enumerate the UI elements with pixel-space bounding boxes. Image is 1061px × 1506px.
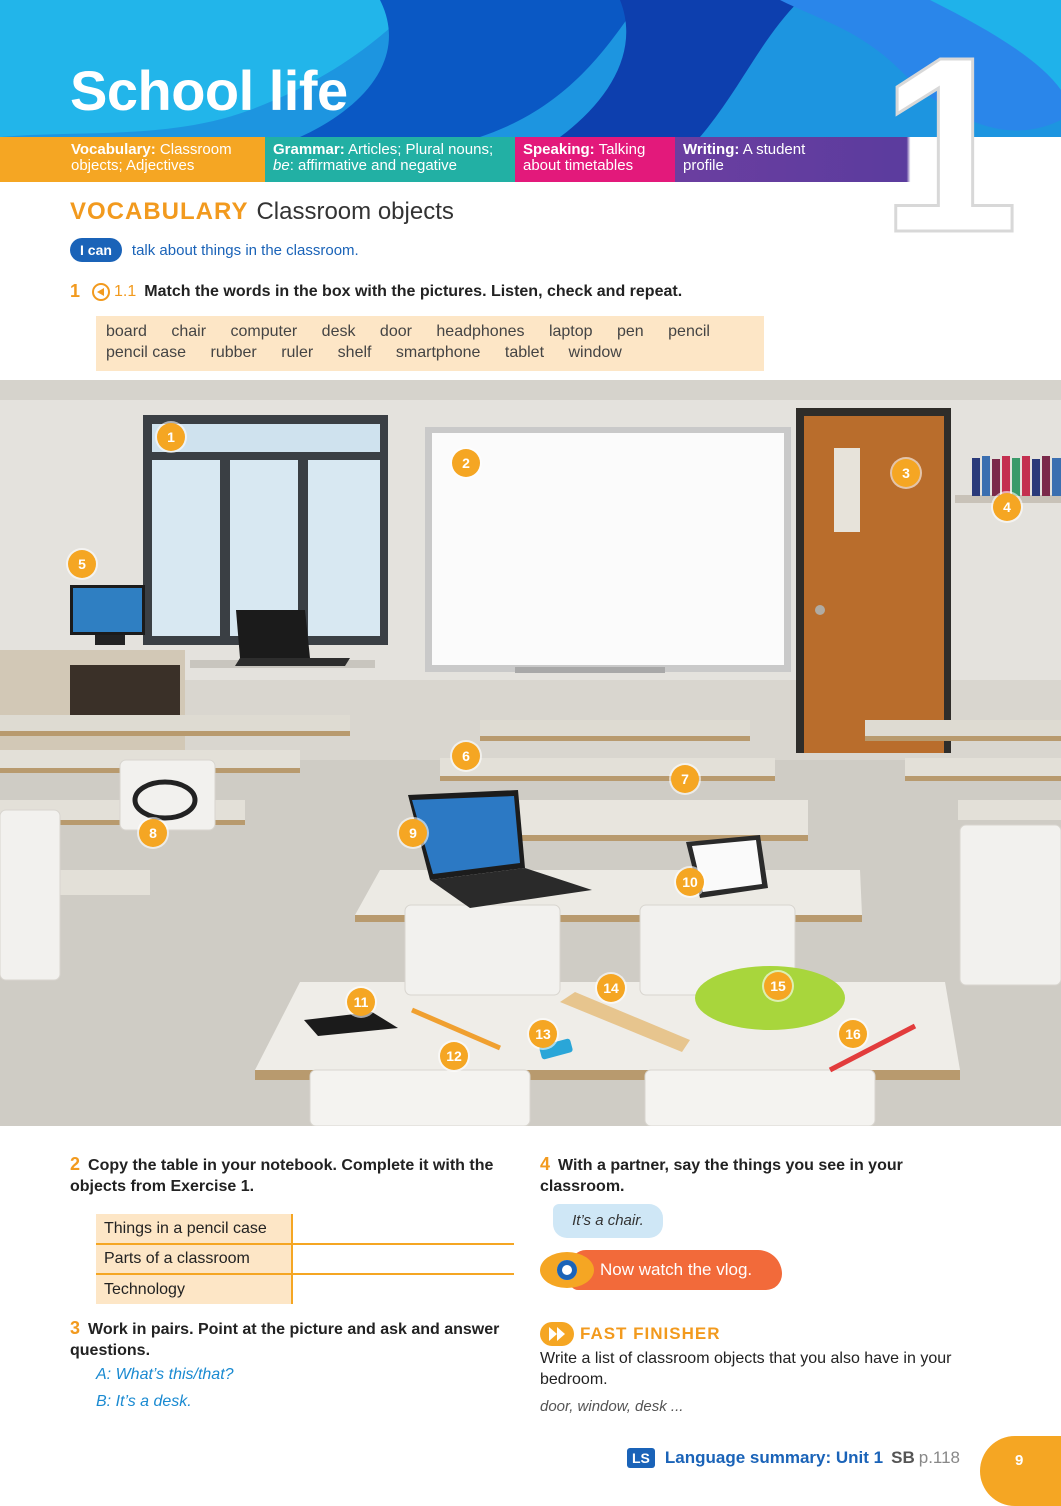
fast-forward-icon	[540, 1322, 574, 1346]
exercise-text: Match the words in the box with the pictures. Listen, check and repeat.	[144, 282, 683, 300]
exercise-text: Work in pairs. Point at the picture and ask and answer questions.	[70, 1321, 500, 1359]
word: desk	[321, 323, 356, 340]
table-answer-cell	[292, 1214, 514, 1244]
page-number: 9	[980, 1436, 1061, 1506]
picture-label-badge: 10	[676, 868, 704, 896]
fast-finisher-heading	[540, 1322, 721, 1346]
picture-label-badge: 14	[597, 974, 625, 1002]
picture-label-badge: 1	[157, 423, 185, 451]
vlog-label: Now watch the vlog.	[600, 1260, 753, 1279]
word: tablet	[504, 344, 545, 361]
section-subtitle: Classroom objects	[256, 198, 454, 225]
table-answer-cell	[292, 1244, 514, 1274]
dialog-line-b: B: It’s a desk.	[96, 1393, 192, 1410]
language-summary-link[interactable]	[627, 1448, 960, 1468]
picture-label-badge: 3	[892, 459, 920, 487]
exercise-3-instruction	[70, 1318, 520, 1361]
picture-label-badge: 9	[399, 819, 427, 847]
topic-label: Grammar:	[273, 141, 345, 158]
language-summary-title: Language summary: Unit 1	[664, 1448, 884, 1467]
learning-objective	[70, 238, 359, 262]
exercise-number: 1	[70, 281, 81, 301]
word: window	[568, 344, 622, 361]
word: rubber	[210, 344, 257, 361]
word: door	[379, 323, 412, 340]
table-row	[96, 1274, 514, 1304]
unit-number: 1	[880, 5, 1020, 284]
word: pen	[617, 323, 644, 340]
topic-text: Articles; Plural nouns;	[348, 141, 494, 158]
topic-vocabulary	[0, 137, 265, 182]
audio-icon[interactable]	[92, 283, 110, 301]
picture-label-badge: 2	[452, 449, 480, 477]
word-row	[106, 342, 754, 363]
ican-badge: I can	[70, 238, 122, 262]
word-box	[96, 316, 764, 371]
picture-label-badge: 11	[347, 988, 375, 1016]
word: smartphone	[395, 344, 481, 361]
word: board	[106, 323, 147, 340]
word: ruler	[281, 344, 314, 361]
topic-speaking	[515, 137, 675, 182]
exercise-1-instruction	[70, 281, 682, 302]
picture-label-badge: 6	[452, 742, 480, 770]
section-title: VOCABULARY	[70, 198, 249, 225]
exercise-number: 4	[540, 1154, 551, 1174]
word: laptop	[548, 323, 593, 340]
table-row-label: Things in a pencil case	[96, 1214, 292, 1244]
speech-bubble: It’s a chair.	[553, 1204, 663, 1238]
topic-label: Vocabulary:	[71, 141, 156, 158]
word: pencil	[668, 323, 710, 340]
picture-label-badge: 7	[671, 765, 699, 793]
exercise-text: Copy the table in your notebook. Complete it with the objects from Exercise 1.	[70, 1157, 494, 1195]
student-book-ref: SB	[891, 1448, 915, 1467]
exercise-text: With a partner, say the things you see in your classroom.	[540, 1157, 903, 1195]
word: pencil case	[106, 344, 187, 361]
table-row	[96, 1244, 514, 1274]
picture-label-badge: 12	[440, 1042, 468, 1070]
picture-label-badge: 5	[68, 550, 96, 578]
page-reference: p.118	[918, 1448, 961, 1467]
picture-label-badge: 13	[529, 1020, 557, 1048]
audio-track-number: 1.1	[114, 282, 137, 300]
word: shelf	[337, 344, 372, 361]
word: headphones	[436, 323, 525, 340]
ls-badge: LS	[627, 1448, 655, 1468]
fast-finisher-text: Write a list of classroom objects that you also have in your bedroom.	[540, 1350, 952, 1388]
table-row-label: Parts of a classroom	[96, 1244, 292, 1274]
word-row	[106, 321, 754, 342]
picture-label-badge: 16	[839, 1020, 867, 1048]
table-row-label: Technology	[96, 1274, 292, 1304]
topic-grammar	[265, 137, 515, 182]
exercise-number: 2	[70, 1154, 81, 1174]
classroom-illustration	[0, 380, 1061, 1126]
topic-text: : affirmative and negative	[289, 157, 458, 174]
watch-vlog-button[interactable]	[540, 1250, 782, 1290]
picture-label-badge: 8	[139, 819, 167, 847]
exercise-4-instruction	[540, 1154, 990, 1197]
section-heading	[70, 198, 454, 226]
dialog-line-a: A: What’s this/that?	[96, 1366, 234, 1383]
topic-text: Classroom objects; Adjectives	[71, 141, 232, 174]
categories-table	[96, 1214, 514, 1304]
topic-text: A student profile	[683, 141, 806, 174]
classroom-drawing	[0, 380, 1061, 1126]
word: computer	[230, 323, 298, 340]
ican-text: talk about things in the classroom.	[131, 241, 359, 259]
table-answer-cell	[292, 1274, 514, 1304]
fast-finisher-example: door, window, desk ...	[540, 1398, 684, 1415]
eye-icon	[540, 1252, 594, 1288]
table-row	[96, 1214, 514, 1244]
fast-finisher-title: FAST FINISHER	[580, 1324, 721, 1343]
exercise-number: 3	[70, 1318, 81, 1338]
topic-text-italic: be	[273, 157, 290, 174]
topic-label: Writing:	[683, 141, 740, 158]
word: chair	[171, 323, 207, 340]
picture-label-badge: 15	[764, 972, 792, 1000]
unit-title: School life	[70, 59, 348, 122]
picture-label-badge: 4	[993, 493, 1021, 521]
topic-text: Talking about timetables	[523, 141, 646, 174]
topic-label: Speaking:	[523, 141, 595, 158]
exercise-2-instruction	[70, 1154, 520, 1197]
